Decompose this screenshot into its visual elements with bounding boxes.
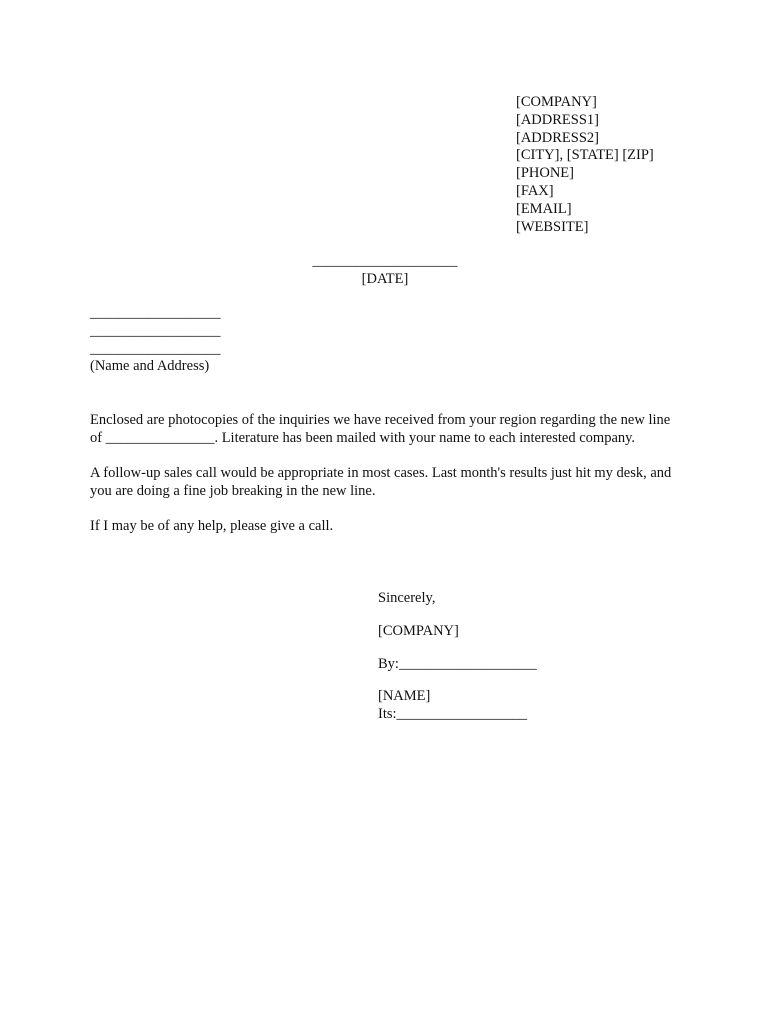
closing-block (378, 590, 537, 724)
letterhead-company: [COMPANY] (516, 94, 597, 110)
recipient-blank-line-1: __________________ (90, 305, 221, 321)
date-block (308, 253, 462, 289)
body-paragraph-3: If I may be of any help, please give a call. (90, 518, 334, 535)
closing-company: [COMPANY] (378, 622, 459, 639)
letterhead-email: [EMAIL] (516, 200, 572, 217)
letterhead-address1: [ADDRESS1] (516, 111, 599, 128)
letterhead-city-state-zip: [CITY], [STATE] [ZIP] (516, 147, 654, 164)
recipient-blank-line-2: __________________ (90, 322, 221, 339)
body-paragraph-2: A follow-up sales call would be appropriate in most cases. Last month's results just hit my desk, and you are doing a fine job breaking in the new line. (90, 465, 672, 499)
letterhead-fax: [FAX] (516, 182, 554, 199)
recipient-blank-line-3: __________________ (90, 340, 221, 357)
letterhead (516, 94, 654, 236)
letterhead-website: [WEBSITE] (516, 218, 589, 235)
closing-name: [NAME] (378, 688, 431, 705)
recipient-label: (Name and Address) (90, 358, 210, 375)
body-paragraph-1: Enclosed are photocopies of the inquiries we have received from your region regarding the new line of _______________. Literature has been mailed with your name to each interested company. (90, 412, 671, 446)
letterhead-address2: [ADDRESS2] (516, 129, 599, 146)
recipient-block (90, 305, 221, 376)
closing-by-signature-line: By:___________________ (378, 655, 537, 672)
closing-its-title-line: Its:__________________ (378, 706, 528, 723)
date-blank-line: ____________________ (312, 253, 458, 269)
letterhead-phone: [PHONE] (516, 165, 574, 182)
date-label: [DATE] (361, 270, 409, 287)
closing-salutation: Sincerely, (378, 590, 436, 606)
letter-body (90, 412, 680, 554)
